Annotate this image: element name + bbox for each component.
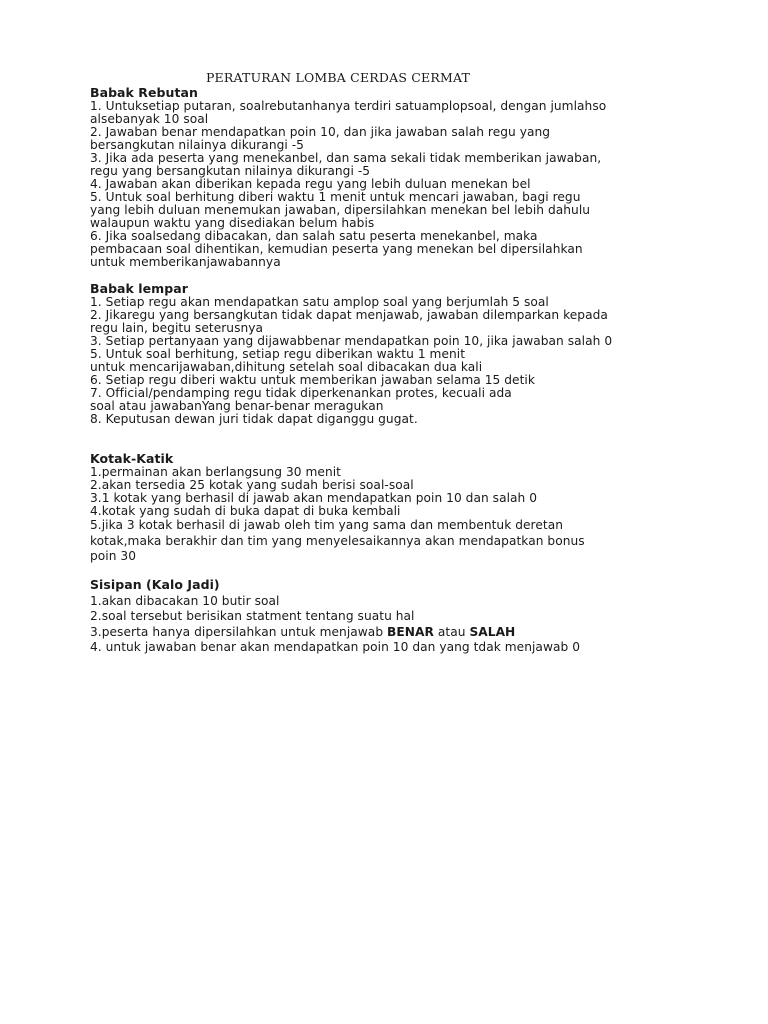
text-line: soal atau jawabanYang benar-benar meragukan xyxy=(90,399,384,413)
text-line: 2.akan tersedia 25 kotak yang sudah berisi soal-soal xyxy=(90,478,414,492)
text-line: 4.kotak yang sudah di buka dapat di buka kembali xyxy=(90,504,401,518)
text-line: 3. Setiap pertanyaan yang dijawabbenar mendapatkan poin 10, jika jawaban salah 0 xyxy=(90,334,613,348)
text-line: 7. Official/pendamping regu tidak diperkenankan protes, kecuali ada xyxy=(90,386,512,400)
text-line: bersangkutan nilainya dikurangi -5 xyxy=(90,138,304,152)
section-heading: Kotak-Katik xyxy=(90,451,174,466)
text-line: 5. Untuk soal berhitung, setiap regu diberikan waktu 1 menit xyxy=(90,347,466,361)
text-line: untuk mencarijawaban,dihitung setelah soal dibacakan dua kali xyxy=(90,360,483,374)
text-line: alsebanyak 10 soal xyxy=(90,112,209,126)
section-babak-lempar xyxy=(90,282,690,426)
text-line: 5.jika 3 kotak berhasil di jawab oleh tim yang sama dan membentuk deretan xyxy=(90,518,564,532)
text-line: 6. Jika soalsedang dibacakan, dan salah satu peserta menekanbel, maka xyxy=(90,229,538,243)
bold-benar: BENAR xyxy=(387,624,434,639)
section-heading: Sisipan (Kalo Jadi) xyxy=(90,576,220,592)
text-line: untuk memberikanjawabannya xyxy=(90,255,281,269)
text-line: poin 30 xyxy=(90,549,137,563)
spacer xyxy=(90,426,690,452)
text-run: atau xyxy=(433,624,470,639)
section-babak-rebutan xyxy=(90,86,690,269)
text-line: 1. Untuksetiap putaran, soalrebutanhanya terdiri satuamplopsoal, dengan jumlahso xyxy=(90,99,607,113)
section-heading: Babak Rebutan xyxy=(90,85,198,100)
section-heading: Babak lempar xyxy=(90,281,188,296)
text-line: 2. Jikaregu yang bersangkutan tidak dapat menjawab, jawaban dilemparkan kepada xyxy=(90,308,608,322)
text-line: 1.akan dibacakan 10 butir soal xyxy=(90,593,280,608)
text-line: yang lebih duluan menemukan jawaban, dipersilahkan menekan bel lebih dahulu xyxy=(90,203,591,217)
text-line: kotak,maka berakhir dan tim yang menyelesaikannya akan mendapatkan bonus xyxy=(90,533,585,548)
document-page xyxy=(90,70,690,656)
section-sisipan xyxy=(90,578,690,656)
bold-salah: SALAH xyxy=(469,624,516,639)
text-line: 8. Keputusan dewan juri tidak dapat diganggu gugat. xyxy=(90,412,418,426)
text-line: regu yang bersangkutan nilainya dikurangi -5 xyxy=(90,164,371,178)
text-line: 4. Jawaban akan diberikan kepada regu yang lebih duluan menekan bel xyxy=(90,177,531,191)
text-line: 3. Jika ada peserta yang menekanbel, dan sama sekali tidak memberikan jawaban, xyxy=(90,151,602,165)
text-line: pembacaan soal dihentikan, kemudian peserta yang menekan bel dipersilahkan xyxy=(90,242,583,256)
text-line: 2.soal tersebut berisikan statment tentang suatu hal xyxy=(90,609,415,623)
text-line xyxy=(90,625,690,641)
text-line: walaupun waktu yang disediakan belum habis xyxy=(90,216,375,230)
text-line: regu lain, begitu seterusnya xyxy=(90,321,264,335)
text-run: 3.peserta hanya dipersilahkan untuk menjawab xyxy=(90,624,388,639)
text-line: 3.1 kotak yang berhasil di jawab akan mendapatkan poin 10 dan salah 0 xyxy=(90,491,538,505)
text-line: 1. Setiap regu akan mendapatkan satu amplop soal yang berjumlah 5 soal xyxy=(90,295,549,309)
text-line: 1.permainan akan berlangsung 30 menit xyxy=(90,465,342,479)
text-line: 5. Untuk soal berhitung diberi waktu 1 menit untuk mencari jawaban, bagi regu xyxy=(90,190,581,204)
text-line: 6. Setiap regu diberi waktu untuk memberikan jawaban selama 15 detik xyxy=(90,373,535,387)
document-title: PERATURAN LOMBA CERDAS CERMAT xyxy=(205,70,471,85)
section-kotak-katik xyxy=(90,452,690,565)
text-line: 2. Jawaban benar mendapatkan poin 10, dan jika jawaban salah regu yang xyxy=(90,125,551,139)
text-line: 4. untuk jawaban benar akan mendapatkan poin 10 dan yang tdak menjawab 0 xyxy=(90,640,581,654)
spacer xyxy=(90,565,690,578)
